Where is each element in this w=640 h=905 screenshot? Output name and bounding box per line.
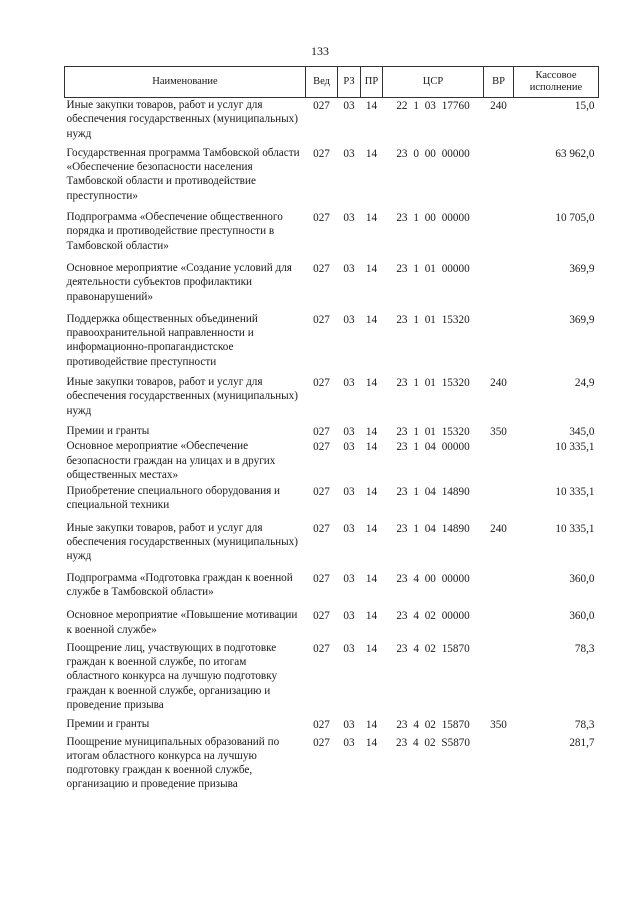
row-amount: 369,9: [569, 262, 595, 275]
table-row: [65, 261, 599, 312]
row-amount: 78,3: [574, 719, 595, 732]
row-ved: 027: [313, 313, 330, 326]
row-csr: 23 1 01 00000: [396, 262, 470, 275]
row-rz: 03: [343, 147, 355, 160]
table-row: [65, 484, 599, 521]
row-vr: 240: [490, 377, 507, 390]
row-rz: 03: [343, 262, 355, 275]
row-ved: 027: [313, 736, 330, 749]
budget-table: [64, 66, 599, 792]
row-ved: 027: [313, 147, 330, 160]
row-vr: 240: [490, 100, 507, 112]
table-row: [65, 424, 599, 439]
row-name: Поощрение муниципальных образований по итогам областного конкурса на лучшую подготовку граждан к военной службе, организацию и проведение призыва: [66, 735, 280, 791]
row-vr: [484, 261, 514, 312]
table-row: [65, 641, 599, 717]
table-row: [65, 146, 599, 210]
row-vr: [484, 608, 514, 641]
row-ved: 027: [313, 572, 330, 585]
row-rz: 03: [343, 642, 355, 655]
table-row: [65, 312, 599, 375]
table-row: [65, 521, 599, 571]
table-row: [65, 210, 599, 261]
table-row: [65, 375, 599, 424]
row-vr: [484, 439, 514, 484]
row-pr: 14: [365, 736, 378, 749]
row-name: Поощрение лиц, участвующих в подготовке граждан к военной службе, по итогам областного конкурса на лучшую подготовку граждан к военной службе, организацию и проведение призыва: [66, 641, 278, 711]
row-name: Подпрограмма «Подготовка граждан к военной службе в Тамбовской области»: [66, 571, 293, 598]
row-rz: 03: [343, 377, 355, 390]
row-vr: [484, 146, 514, 210]
row-ved: 027: [313, 441, 330, 454]
row-ved: 027: [313, 522, 330, 535]
table-row: [65, 98, 599, 146]
row-csr: 23 1 01 15320: [396, 377, 470, 390]
row-rz: 03: [343, 313, 355, 326]
row-ved: 027: [313, 377, 330, 390]
row-vr: [484, 484, 514, 521]
row-name: Иные закупки товаров, работ и услуг для обеспечения государственных (муниципальных) нужд: [66, 376, 298, 417]
row-pr: 14: [365, 572, 378, 585]
row-ved: 027: [313, 610, 330, 623]
row-rz: 03: [343, 736, 355, 749]
row-pr: 14: [365, 377, 378, 390]
row-ved: 027: [313, 719, 330, 732]
row-rz: 03: [343, 486, 355, 499]
row-amount: 360,0: [569, 610, 595, 623]
row-pr: 14: [365, 719, 378, 732]
row-name: Основное мероприятие «Обеспечение безопасности граждан на улицах и в других общественных местах»: [66, 440, 276, 481]
row-name: Премии и гранты: [66, 424, 150, 437]
row-vr: [484, 210, 514, 261]
row-pr: 14: [365, 262, 378, 275]
row-amount: 10 335,1: [555, 486, 595, 499]
row-rz: 03: [343, 610, 355, 623]
row-csr: 23 4 02 15870: [396, 642, 470, 655]
row-rz: 03: [343, 212, 355, 225]
row-name: Подпрограмма «Обеспечение общественного порядка и противодействие преступности в Тамбовской области»: [66, 211, 283, 252]
row-csr: 22 1 03 17760: [396, 100, 470, 112]
header-name: Наименование: [65, 67, 306, 98]
row-rz: 03: [343, 441, 355, 454]
row-amount: 10 335,1: [555, 441, 595, 454]
table-row: [65, 439, 599, 484]
row-rz: 03: [343, 100, 355, 112]
table-row: [65, 608, 599, 641]
row-csr: 23 1 04 00000: [396, 441, 470, 454]
row-csr: 23 4 02 15870: [396, 719, 470, 732]
table-row: [65, 735, 599, 792]
row-vr: [484, 641, 514, 717]
table-row: [65, 717, 599, 734]
row-amount: 63 962,0: [555, 147, 595, 160]
row-csr: 23 0 00 00000: [396, 147, 470, 160]
row-name: Основное мероприятие «Создание условий для деятельности субъектов профилактики правонарушений»: [66, 261, 292, 303]
row-pr: 14: [365, 486, 378, 499]
row-amount: 24,9: [574, 377, 595, 390]
row-pr: 14: [365, 147, 378, 160]
page-number: 133: [311, 44, 329, 58]
row-amount: 10 705,0: [555, 212, 595, 225]
row-name: Иные закупки товаров, работ и услуг для обеспечения государственных (муниципальных) нужд: [66, 521, 298, 563]
header-rz: РЗ: [338, 67, 361, 98]
row-pr: 14: [365, 441, 378, 454]
row-name: Основное мероприятие «Повышение мотивации к военной службе»: [66, 609, 298, 636]
row-amount: 15,0: [574, 100, 595, 112]
header-vr: ВР: [484, 67, 514, 98]
row-vr: 350: [490, 719, 507, 732]
row-csr: 23 4 02 S5870: [396, 736, 470, 749]
row-vr: [484, 735, 514, 792]
table-row: [65, 571, 599, 609]
row-name: Приобретение специального оборудования и специальной техники: [66, 485, 281, 512]
header-csr: ЦСР: [383, 67, 484, 98]
table-body: [65, 98, 599, 792]
row-rz: 03: [343, 572, 355, 585]
row-pr: 14: [365, 100, 378, 112]
row-ved: 027: [313, 642, 330, 655]
row-ved: 027: [313, 262, 330, 275]
header-ved: Вед: [306, 67, 338, 98]
row-vr: 240: [490, 522, 507, 535]
row-ved: 027: [313, 100, 330, 112]
row-csr: 23 4 00 00000: [396, 572, 470, 585]
header-amount: Кассовое исполнение: [514, 67, 599, 98]
row-csr: 23 1 01 15320: [396, 313, 470, 326]
row-name: Поддержка общественных объединений правоохранительной направленности и информационно-пропагандистское противодействие преступности: [66, 312, 258, 368]
row-rz: 03: [343, 425, 355, 438]
row-pr: 14: [365, 610, 378, 623]
row-pr: 14: [365, 522, 378, 535]
row-amount: 369,9: [569, 313, 595, 326]
row-rz: 03: [343, 522, 355, 535]
table-header: [65, 67, 599, 98]
row-vr: [484, 312, 514, 375]
row-pr: 14: [365, 313, 378, 326]
row-ved: 027: [313, 425, 330, 438]
row-vr: [484, 571, 514, 609]
row-name: Премии и гранты: [66, 718, 150, 731]
row-name: Государственная программа Тамбовской области «Обеспечение безопасности населения Тамбовской области и противодействие преступности»: [66, 146, 300, 202]
row-vr: 350: [490, 425, 507, 438]
row-csr: 23 1 04 14890: [396, 486, 470, 499]
header-pr: ПР: [361, 67, 383, 98]
row-amount: 360,0: [569, 572, 595, 585]
row-amount: 78,3: [574, 642, 595, 655]
row-pr: 14: [365, 212, 378, 225]
row-pr: 14: [365, 425, 378, 438]
row-csr: 23 4 02 00000: [396, 610, 470, 623]
row-pr: 14: [365, 642, 378, 655]
row-ved: 027: [313, 486, 330, 499]
row-csr: 23 1 01 15320: [396, 425, 470, 438]
row-amount: 281,7: [569, 736, 595, 749]
row-rz: 03: [343, 719, 355, 732]
row-amount: 10 335,1: [555, 522, 595, 535]
row-amount: 345,0: [569, 425, 595, 438]
row-csr: 23 1 04 14890: [396, 522, 470, 535]
row-name: Иные закупки товаров, работ и услуг для обеспечения государственных (муниципальных) нужд: [66, 99, 298, 140]
row-csr: 23 1 00 00000: [396, 212, 470, 225]
row-ved: 027: [313, 212, 330, 225]
